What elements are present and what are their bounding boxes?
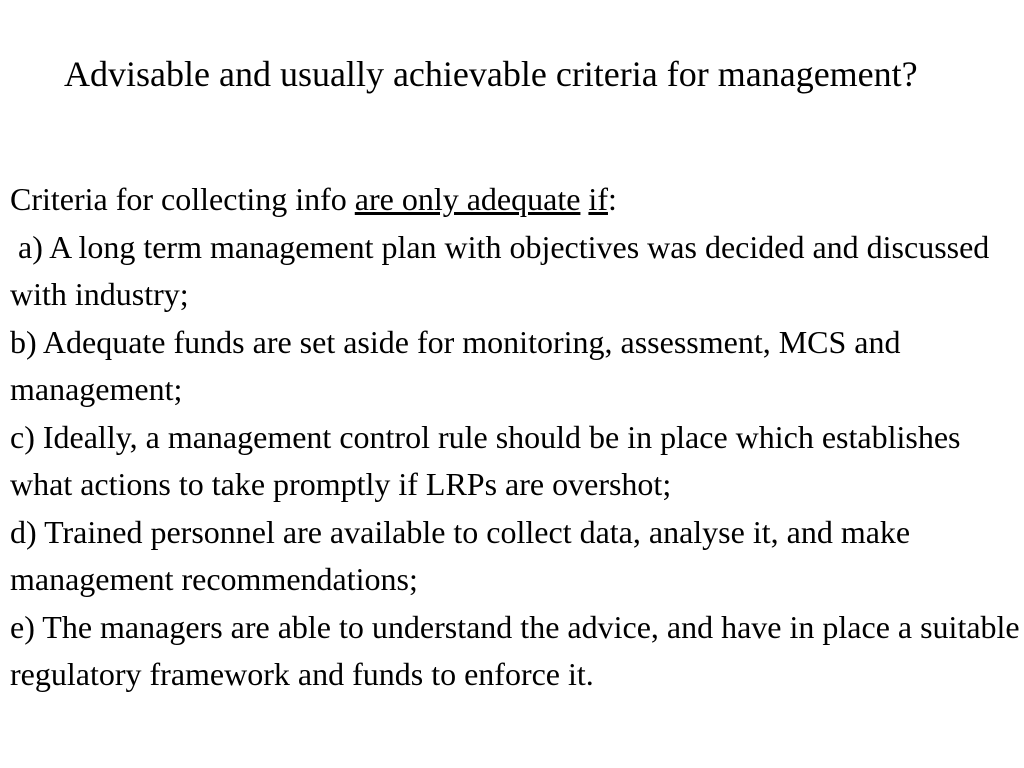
intro-prefix: Criteria for collecting info [10,181,355,217]
criteria-item-b: b) Adequate funds are set aside for monitoring, assessment, MCS and management; [10,323,901,407]
intro-suffix: : [607,181,617,217]
intro-underlined-if: if [588,181,608,217]
slide-title: Advisable and usually achievable criteria for management? [64,54,918,94]
intro-underlined-adequate: are only adequate [354,181,581,217]
criteria-item-d: d) Trained personnel are available to collect data, analyse it, and make management recommendations; [10,513,911,597]
slide-body [10,176,1020,699]
criteria-item-c: c) Ideally, a management control rule should be in place which establishes what actions to take promptly if LRPs are overshot; [10,418,961,502]
criteria-item-a: a) A long term management plan with objectives was decided and discussed with industry; [10,228,998,312]
criteria-item-e: e) The managers are able to understand the advice, and have in place a suitable regulatory framework and funds to enforce it. [10,608,1020,692]
intro-line [10,176,1020,224]
